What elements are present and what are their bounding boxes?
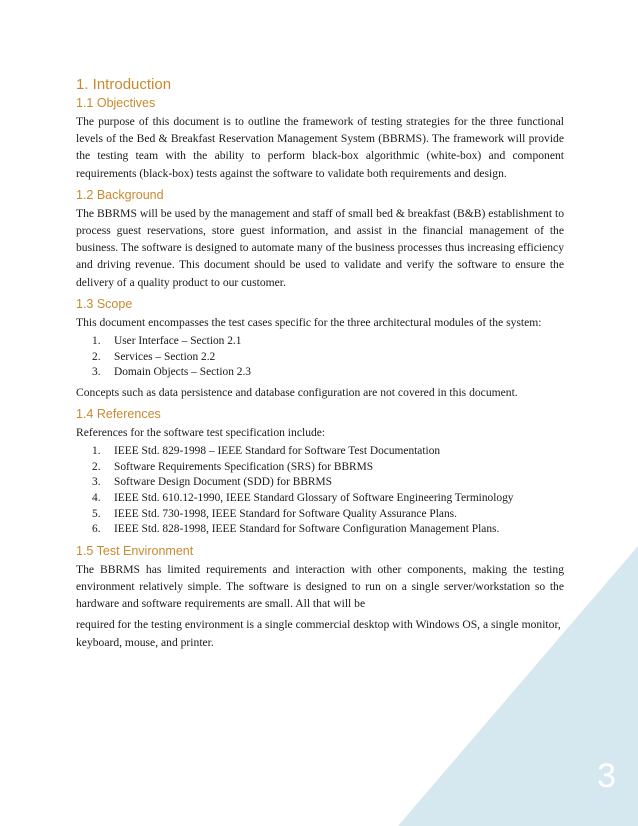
list-item bbox=[76, 444, 564, 460]
list-item-number: 4. bbox=[92, 492, 101, 504]
list-item bbox=[76, 507, 564, 523]
heading-scope: 1.3 Scope bbox=[76, 296, 133, 311]
paragraph-references-intro: References for the software test specification include: bbox=[76, 426, 326, 440]
list-item-text: IEEE Std. 828-1998, IEEE Standard for Software Configuration Management Plans. bbox=[114, 523, 500, 536]
list-item bbox=[76, 522, 564, 538]
list-item-text: IEEE Std. 730-1998, IEEE Standard for Software Quality Assurance Plans. bbox=[114, 507, 457, 520]
list-item-text: Services – Section 2.2 bbox=[114, 350, 216, 363]
list-item-number: 3. bbox=[92, 476, 101, 489]
scope-list bbox=[76, 334, 564, 381]
list-item-number: 2. bbox=[92, 350, 101, 363]
page-number: 3 bbox=[597, 757, 616, 795]
page-content bbox=[76, 76, 564, 651]
heading-objectives: 1.1 Objectives bbox=[76, 96, 156, 110]
paragraph-environment-continued: required for the testing environment is a single commercial desktop with Windows OS, a single monitor, keyboard, mouse, and printer. bbox=[76, 618, 561, 649]
list-item-number: 3. bbox=[92, 366, 101, 379]
list-item-number: 2. bbox=[92, 460, 101, 473]
list-item-number: 6. bbox=[92, 523, 101, 536]
list-item bbox=[76, 491, 564, 507]
list-item-text: User Interface – Section 2.1 bbox=[114, 335, 242, 348]
list-item-text: IEEE Std. 610.12-1990, IEEE Standard Glossary of Software Engineering Terminology bbox=[114, 492, 514, 504]
list-item bbox=[76, 334, 564, 350]
paragraph-objectives: The purpose of this document is to outline the framework of testing strategies for the three functional levels of the Bed & Breakfast Reservation Management System (BBRMS). The framework will provide the testing team with the ability to perform black-box algorithmic (white-box) and component requirements (black-box) tests against the software to validate both requirements and design. bbox=[76, 115, 564, 180]
list-item-text: IEEE Std. 829-1998 – IEEE Standard for Software Test Documentation bbox=[114, 445, 441, 458]
paragraph-scope-outro: Concepts such as data persistence and database configuration are not covered in this document. bbox=[76, 385, 518, 399]
list-item-number: 1. bbox=[92, 445, 101, 458]
list-item-text: Software Design Document (SDD) for BBRMS bbox=[114, 476, 332, 489]
list-item-text: Software Requirements Specification (SRS) for BBRMS bbox=[114, 460, 374, 473]
list-item-text: Domain Objects – Section 2.3 bbox=[114, 366, 251, 379]
list-item-number: 1. bbox=[92, 335, 101, 348]
heading-test-environment: 1.5 Test Environment bbox=[76, 543, 194, 558]
references-list bbox=[76, 444, 564, 538]
list-item bbox=[76, 350, 564, 366]
list-item bbox=[76, 460, 564, 476]
section-title-introduction: 1. Introduction bbox=[76, 76, 172, 93]
list-item bbox=[76, 475, 564, 491]
paragraph-scope-intro: This document encompasses the test cases specific for the three architectural modules of the system: bbox=[76, 315, 542, 329]
paragraph-background: The BBRMS will be used by the management and staff of small bed & breakfast (B&B) establishment to process guest reservations, store guest information, and assist in the financial management of the business. The software is designed to automate many of the business processes thus increasing efficiency and driving revenue. This document should be used to validate and verify the software to ensure the delivery of a quality product to our customer. bbox=[76, 206, 564, 289]
heading-references: 1.4 References bbox=[76, 407, 161, 422]
list-item-number: 5. bbox=[92, 507, 101, 520]
heading-background: 1.2 Background bbox=[76, 187, 164, 202]
paragraph-environment: The BBRMS has limited requirements and interaction with other components, making the testing environment relatively simple. The software is designed to run on a single server/workstation so the hardware and software requirements are small. All that will be bbox=[76, 562, 564, 611]
list-item bbox=[76, 365, 564, 381]
